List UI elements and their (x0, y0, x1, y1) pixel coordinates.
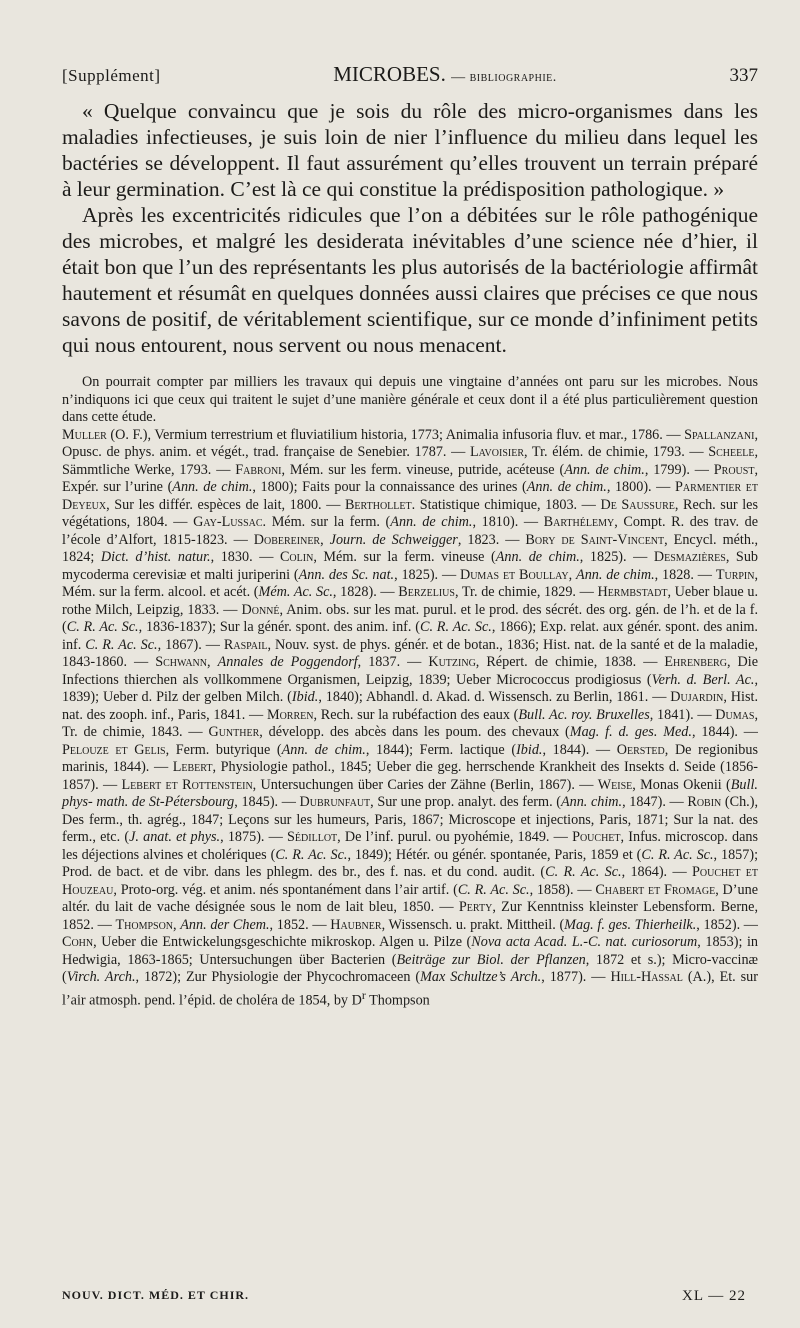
page-number: 337 (729, 65, 758, 86)
bibliography-intro: On pourrait compter par milliers les travaux qui depuis une vingtaine d’années ont paru sur les microbes. Nous n’indiquons ici que ceux qui traitent le sujet d’une manière générale et ceux dont il a été plus particulièrement question dans cette étude. (62, 374, 758, 425)
header-title (333, 62, 557, 87)
main-text (62, 98, 758, 358)
header-subtitle: — bibliographie. (451, 70, 557, 85)
footer-title: NOUV. DICT. MÉD. ET CHIR. (62, 1288, 250, 1302)
header-section: [Supplément] (62, 66, 161, 85)
running-header (62, 62, 758, 98)
footer-signature: XL — 22 (682, 1288, 746, 1304)
quote-paragraph: « Quelque convaincu que je sois du rôle des micro-organismes dans les maladies infectieuses, je suis loin de nier l’influence du milieu dans lequel les bactéries se développent. Il faut assurément qu’elles trouvent un terrain préparé à leur germination. C’est là ce qui constitue la prédisposition pathologique. » (62, 99, 758, 201)
header-title-main: MICROBES. (333, 62, 446, 86)
bibliography-entries: Muller (O. F.), Vermium terrestrium et fluviatilium historia, 1773; Animalia infusoria fluv. et mar., 1786. — Spallanzani, Opusc. de phys. anim. et végét., trad. française de Senebier. 1787. — Lavoisier, Tr. élém. de chimie, 1793. — Scheele, Sämmtliche Werke, 1793. — Fabroni, Mém. sur les ferm. vineuse, putride, acéteuse (Ann. de chim., 1799). — Proust, Expér. sur l’urine (Ann. de chim., 1800); Faits pour la connaissance des urines (Ann. de chim., 1800). — Parmentier et Deyeux, Sur les différ. espèces de lait, 1800. — Berthollet. Statistique chimique, 1803. — De Saussure, Rech. sur les végétations, 1804. — Gay-Lussac. Mém. sur la ferm. (Ann. de chim., 1810). — Barthélemy, Compt. R. des trav. de l’école d’Alfort, 1815-1823. — Dobereiner, Journ. de Schweigger, 1823. — Bory de Saint-Vincent, Encycl. méth., 1824; Dict. d’hist. natur., 1830. — Colin, Mém. sur la ferm. vineuse (Ann. de chim., 1825). — Desmazières, Sub mycoderma cerevisiæ et malti juriperini (Ann. des Sc. nat., 1825). — Dumas et Boullay, Ann. de chim., 1828. — Turpin, Mém. sur la ferm. alcool. et acét. (Mém. Ac. Sc., 1828). — Berzelius, Tr. de chimie, 1829. — Hermbstadt, Ueber blaue u. rothe Milch, Leipzig, 1833. — Donné, Anim. obs. sur les mat. purul. et le prod. des sécrét. des org. gén. de l’h. et de la f. (C. R. Ac. Sc., 1836-1837); Sur la génér. spont. des anim. inf. (C. R. Ac. Sc., 1866); Exp. relat. aux génér. spont. des anim. inf. C. R. Ac. Sc., 1867). — Raspail, Nouv. syst. de phys. génér. et de botan., 1836; Hist. nat. de la santé et de la maladie, 1843-1860. — Schwann, Annales de Poggendorf, 1837. — Kutzing, Répert. de chimie, 1838. — Ehrenberg, Die Infections thierchen als vollkommene Organismen, Leipzig, 1839; Ueber Micrococcus prodigiosus (Verh. d. Berl. Ac., 1839); Ueber d. Pilz der gelben Milch. (Ibid., 1840); Abhandl. d. Akad. d. Wissensch. zu Berlin, 1861. — Dujardin, Hist. nat. des zooph. inf., Paris, 1841. — Morren, Rech. sur la rubéfaction des eaux (Bull. Ac. roy. Bruxelles, 1841). — Dumas, Tr. de chimie, 1843. — Gunther, développ. des abcès dans les poum. des chevaux (Mag. f. d. ges. Med., 1844). — Pelouze et Gelis, Ferm. butyrique (Ann. de chim., 1844); Ferm. lactique (Ibid., 1844). — Oersted, De regionibus marinis, 1844). — Lebert, Physiologie pathol., 1845; Ueber die geg. herrschende Krankheit des Insekts d. Seide (1856-1857). — Lebert et Rottenstein, Untersuchungen über Caries der Zähne (Berlin, 1867). — Weise, Monas Okenii (Bull. phys- math. de St-Pétersbourg, 1845). — Dubrunfaut, Sur une prop. analyt. des ferm. (Ann. chim., 1847). — Robin (Ch.), Des ferm., th. agrég., 1847; Leçons sur les humeurs, Paris, 1867; Microscope et injections, Paris, 1871; Sur la nat. des ferm., etc. (J. anat. et phys., 1875). — Sédillot, De l’inf. purul. ou pyohémie, 1849. — Pouchet, Infus. microscop. dans les déjections alvines et cholériques (C. R. Ac. Sc., 1849); Hétér. ou génér. spontanée, Paris, 1859 et (C. R. Ac. Sc., 1857); Prod. de bact. et de vibr. dans les phlegm. des br., des f. nas. et du cond. audit. (C. R. Ac. Sc., 1864). — Pouchet et Houzeau, Proto-org. vég. et anim. nés spontanément dans l’air artif. (C. R. Ac. Sc., 1858). — Chabert et Fromage, D’une altér. du lait de vache désignée sous le nom de lait bleu, 1850. — Perty, Zur Kenntniss kleinster Lebensform. Berne, 1852. — Thompson, Ann. der Chem., 1852. — Haubner, Wissensch. u. prakt. Mittheil. (Mag. f. ges. Thierheilk., 1852). — Cohn, Ueber die Entwickelungsgeschichte mikroskop. Algen u. Pilze (Nova acta Acad. L.-C. nat. curiosorum, 1853); in Hedwigia, 1863-1865; Untersuchungen über Bacterien (Beiträge zur Biol. der Pflanzen, 1872 et s.); Micro-vaccinæ (Virch. Arch., 1872); Zur Physiologie der Phycochromaceen (Max Schultze’s Arch., 1877). — Hill-Hassal (A.), Et. sur l’air atmosph. pend. l’épid. de choléra de 1854, by $D^r$ Thompson (62, 426, 759, 1009)
body-paragraph: Après les excentricités ridicules que l’on a débitées sur le rôle pathogénique des microbes, et malgré les desiderata inévitables d’une science née d’hier, il était bon que l’un des représentants les plus autorisés de la bactériologie affirmât hautement et résumât en quelques données aussi claires que précises ce que nous savons de positif, de véritablement scientifique, sur ce monde d’infiniment petits qui nous entourent, nous servent ou nous menacent. (62, 203, 758, 357)
page-footer (62, 1288, 758, 1305)
bibliography (62, 374, 758, 1010)
